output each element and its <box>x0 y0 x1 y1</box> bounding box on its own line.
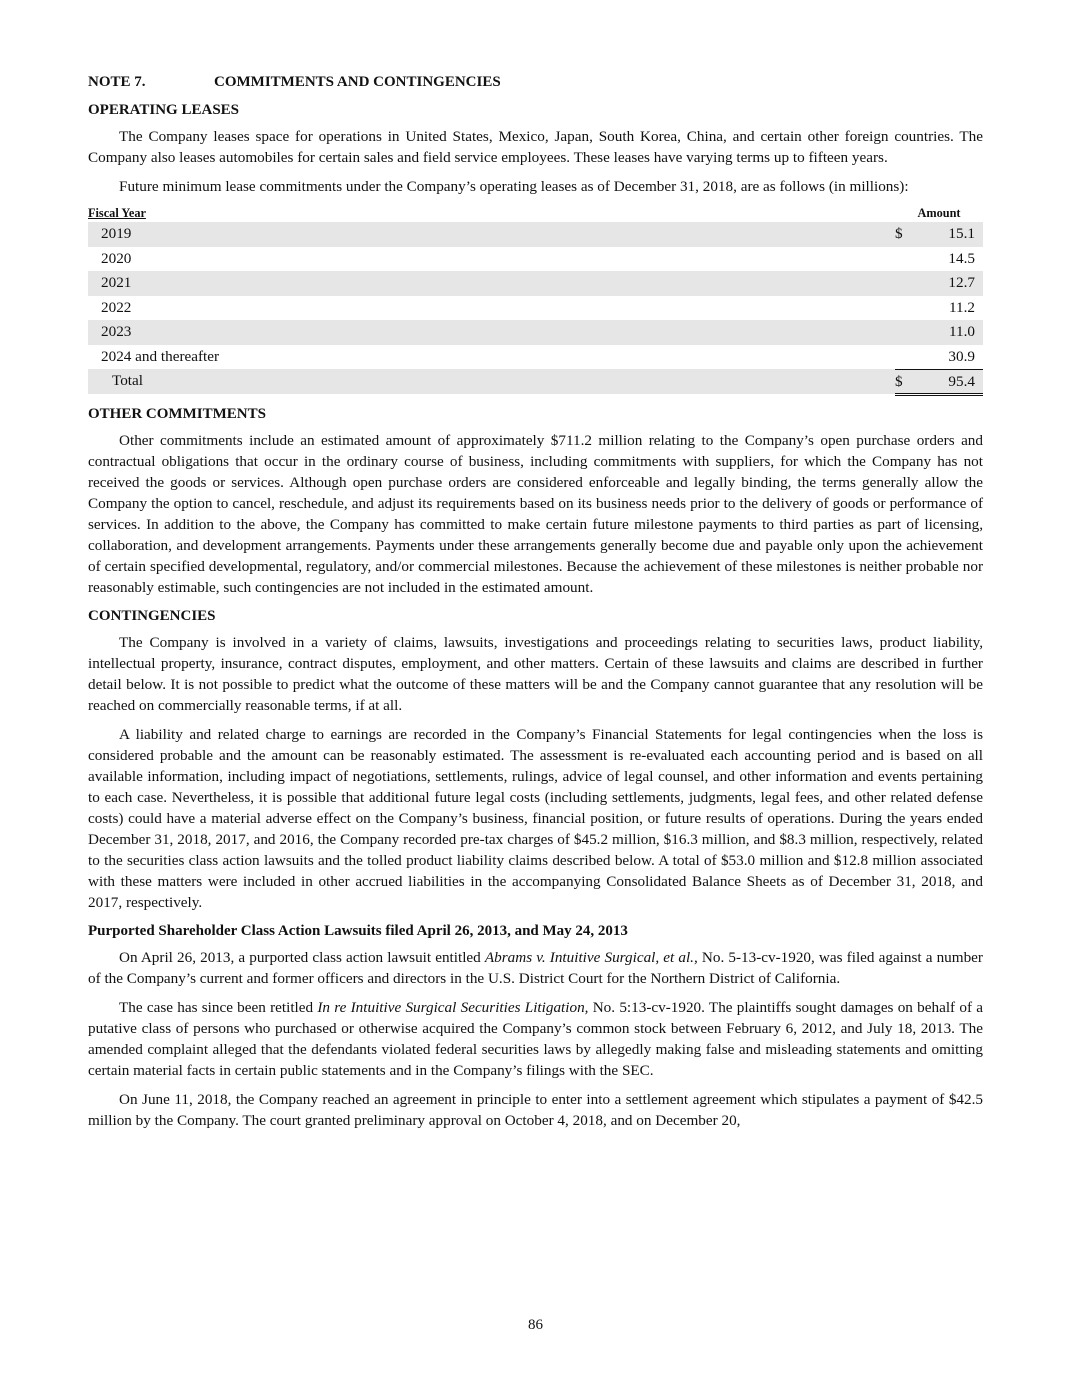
amount-header: Amount <box>917 206 961 220</box>
row-currency <box>895 247 913 272</box>
row-currency <box>895 271 913 296</box>
class-action-paragraph-2 <box>88 997 983 1081</box>
row-label: 2024 and thereafter <box>101 347 220 365</box>
table-row <box>88 345 983 370</box>
row-label: 2022 <box>101 298 132 316</box>
text-run: The case has since been retitled <box>119 998 318 1016</box>
class-action-paragraph-1 <box>88 947 983 989</box>
class-action-heading: Purported Shareholder Class Action Lawsuits filed April 26, 2013, and May 24, 2013 <box>88 922 628 939</box>
row-value: 12.7 <box>948 274 975 291</box>
document-page <box>88 72 983 1139</box>
row-value: 11.0 <box>948 323 975 340</box>
table-row <box>88 247 983 272</box>
text-run: , No. 5-13-cv-1920, was filed against a number of the Company’s current and former officers and directors in the U.S. District Court for the Northern District of California. <box>88 948 983 987</box>
row-currency <box>895 345 913 370</box>
row-label: 2019 <box>101 225 132 242</box>
table-header <box>88 205 983 222</box>
text-run: No. 5:13-cv-1920. The plaintiffs sought damages on behalf of a putative class of persons who purchased or otherwise acquired the Company’s common stock between February 6, 2012, and July 18, 2013. The amended complaint alleged that the defendants violated federal securities laws by allegedly making false and misleading statements and omitting certain material facts in certain public statements and in the Company’s filings with the SEC. <box>88 998 983 1079</box>
row-value: 30.9 <box>948 347 975 365</box>
row-value: 14.5 <box>948 249 975 267</box>
row-currency <box>895 320 913 345</box>
case-name: In re Intuitive Surgical Securities Litigation, <box>317 998 589 1016</box>
case-name: Abrams v. Intuitive Surgical, et al. <box>484 948 694 966</box>
table-row <box>88 271 983 296</box>
table-row <box>88 222 983 247</box>
class-action-paragraph-3: On June 11, 2018, the Company reached an agreement in principle to enter into a settlement agreement which stipulates a payment of $42.5 million by the Company. The court granted preliminary approval on October 4, 2018, and on December 20, <box>88 1090 983 1129</box>
total-value: 95.4 <box>948 373 975 390</box>
fiscal-year-header: Fiscal Year <box>88 206 146 220</box>
contingencies-paragraph-1: The Company is involved in a variety of claims, lawsuits, investigations and proceedings relating to securities laws, product liability, intellectual property, insurance, contract disputes, employment, and other matters. Certain of these lawsuits and claims are described in further detail below. It is not possible to predict what the outcome of these matters will be and the Company cannot guarantee that any resolution will be reached on commercially reasonable terms, if at all. <box>88 633 983 714</box>
other-commitments-heading: OTHER COMMITMENTS <box>88 405 266 422</box>
row-label: 2023 <box>101 323 132 340</box>
row-currency: $ <box>895 225 903 242</box>
table-row <box>88 296 983 321</box>
row-currency <box>895 296 913 321</box>
row-value: 15.1 <box>948 225 975 242</box>
note-number: NOTE 7. <box>88 74 146 90</box>
row-value: 11.2 <box>948 298 975 316</box>
table-total-row <box>88 369 983 394</box>
operating-leases-heading: OPERATING LEASES <box>88 102 240 118</box>
operating-leases-paragraph-1: The Company leases space for operations in United States, Mexico, Japan, South Korea, China, and certain other foreign countries. The Company also leases automobiles for certain sales and field service employees. These leases have varying terms up to fifteen years. <box>88 128 983 166</box>
row-label: 2021 <box>101 274 132 291</box>
operating-leases-paragraph-2: Future minimum lease commitments under the Company’s operating leases as of December 31, 2018, are as follows (in millions): <box>119 178 909 195</box>
note-title: COMMITMENTS AND CONTINGENCIES <box>214 74 501 90</box>
page-number: 86 <box>528 1317 543 1333</box>
table-row <box>88 320 983 345</box>
note-heading <box>88 72 983 93</box>
row-label: 2020 <box>101 249 132 267</box>
text-run: On April 26, 2013, a purported class action lawsuit entitled <box>119 948 485 966</box>
contingencies-heading: CONTINGENCIES <box>88 607 216 624</box>
total-label: Total <box>112 372 143 389</box>
contingencies-paragraph-2: A liability and related charge to earnings are recorded in the Company’s Financial Statements for legal contingencies when the loss is considered probable and the amount can be reasonably estimated. The assessment is re-evaluated each accounting period and is based on all available information, including impact of negotiations, settlements, rulings, advice of legal counsel, and other information and events pertaining to each case. Nevertheless, it is possible that additional future legal costs (including settlements, judgments, legal fees, and other related defense costs) could have a material adverse effect on the Company’s business, financial position, or future results of operations. During the years ended December 31, 2018, 2017, and 2016, the Company recorded pre-tax charges of $45.2 million, $16.3 million, and $8.3 million, respectively, related to the securities class action lawsuits and the tolled product liability claims described below. A total of $53.0 million and $12.8 million associated with these matters were included in other accrued liabilities in the accompanying Consolidated Balance Sheets as of December 31, 2018, and 2017, respectively. <box>88 725 983 911</box>
lease-commitments-table <box>88 205 983 394</box>
other-commitments-paragraph: Other commitments include an estimated amount of approximately $711.2 million relating to the Company’s open purchase orders and contractual obligations that occur in the ordinary course of business, including commitments with suppliers, for which the Company has not received the goods or services. Although open purchase orders are considered enforceable and legally binding, the terms generally allow the Company the option to cancel, reschedule, and adjust its requirements based on its business needs prior to the delivery of goods or performance of services. In addition to the above, the Company has committed to make certain future milestone payments to third parties as part of licensing, collaboration, and development arrangements. Payments under these arrangements generally become due and payable only upon the achievement of certain specified developmental, regulatory, and/or commercial milestones. Because the achievement of these milestones is neither probable nor reasonably estimable, such contingencies are not included in the estimated amount. <box>88 431 983 596</box>
total-currency: $ <box>895 373 903 390</box>
